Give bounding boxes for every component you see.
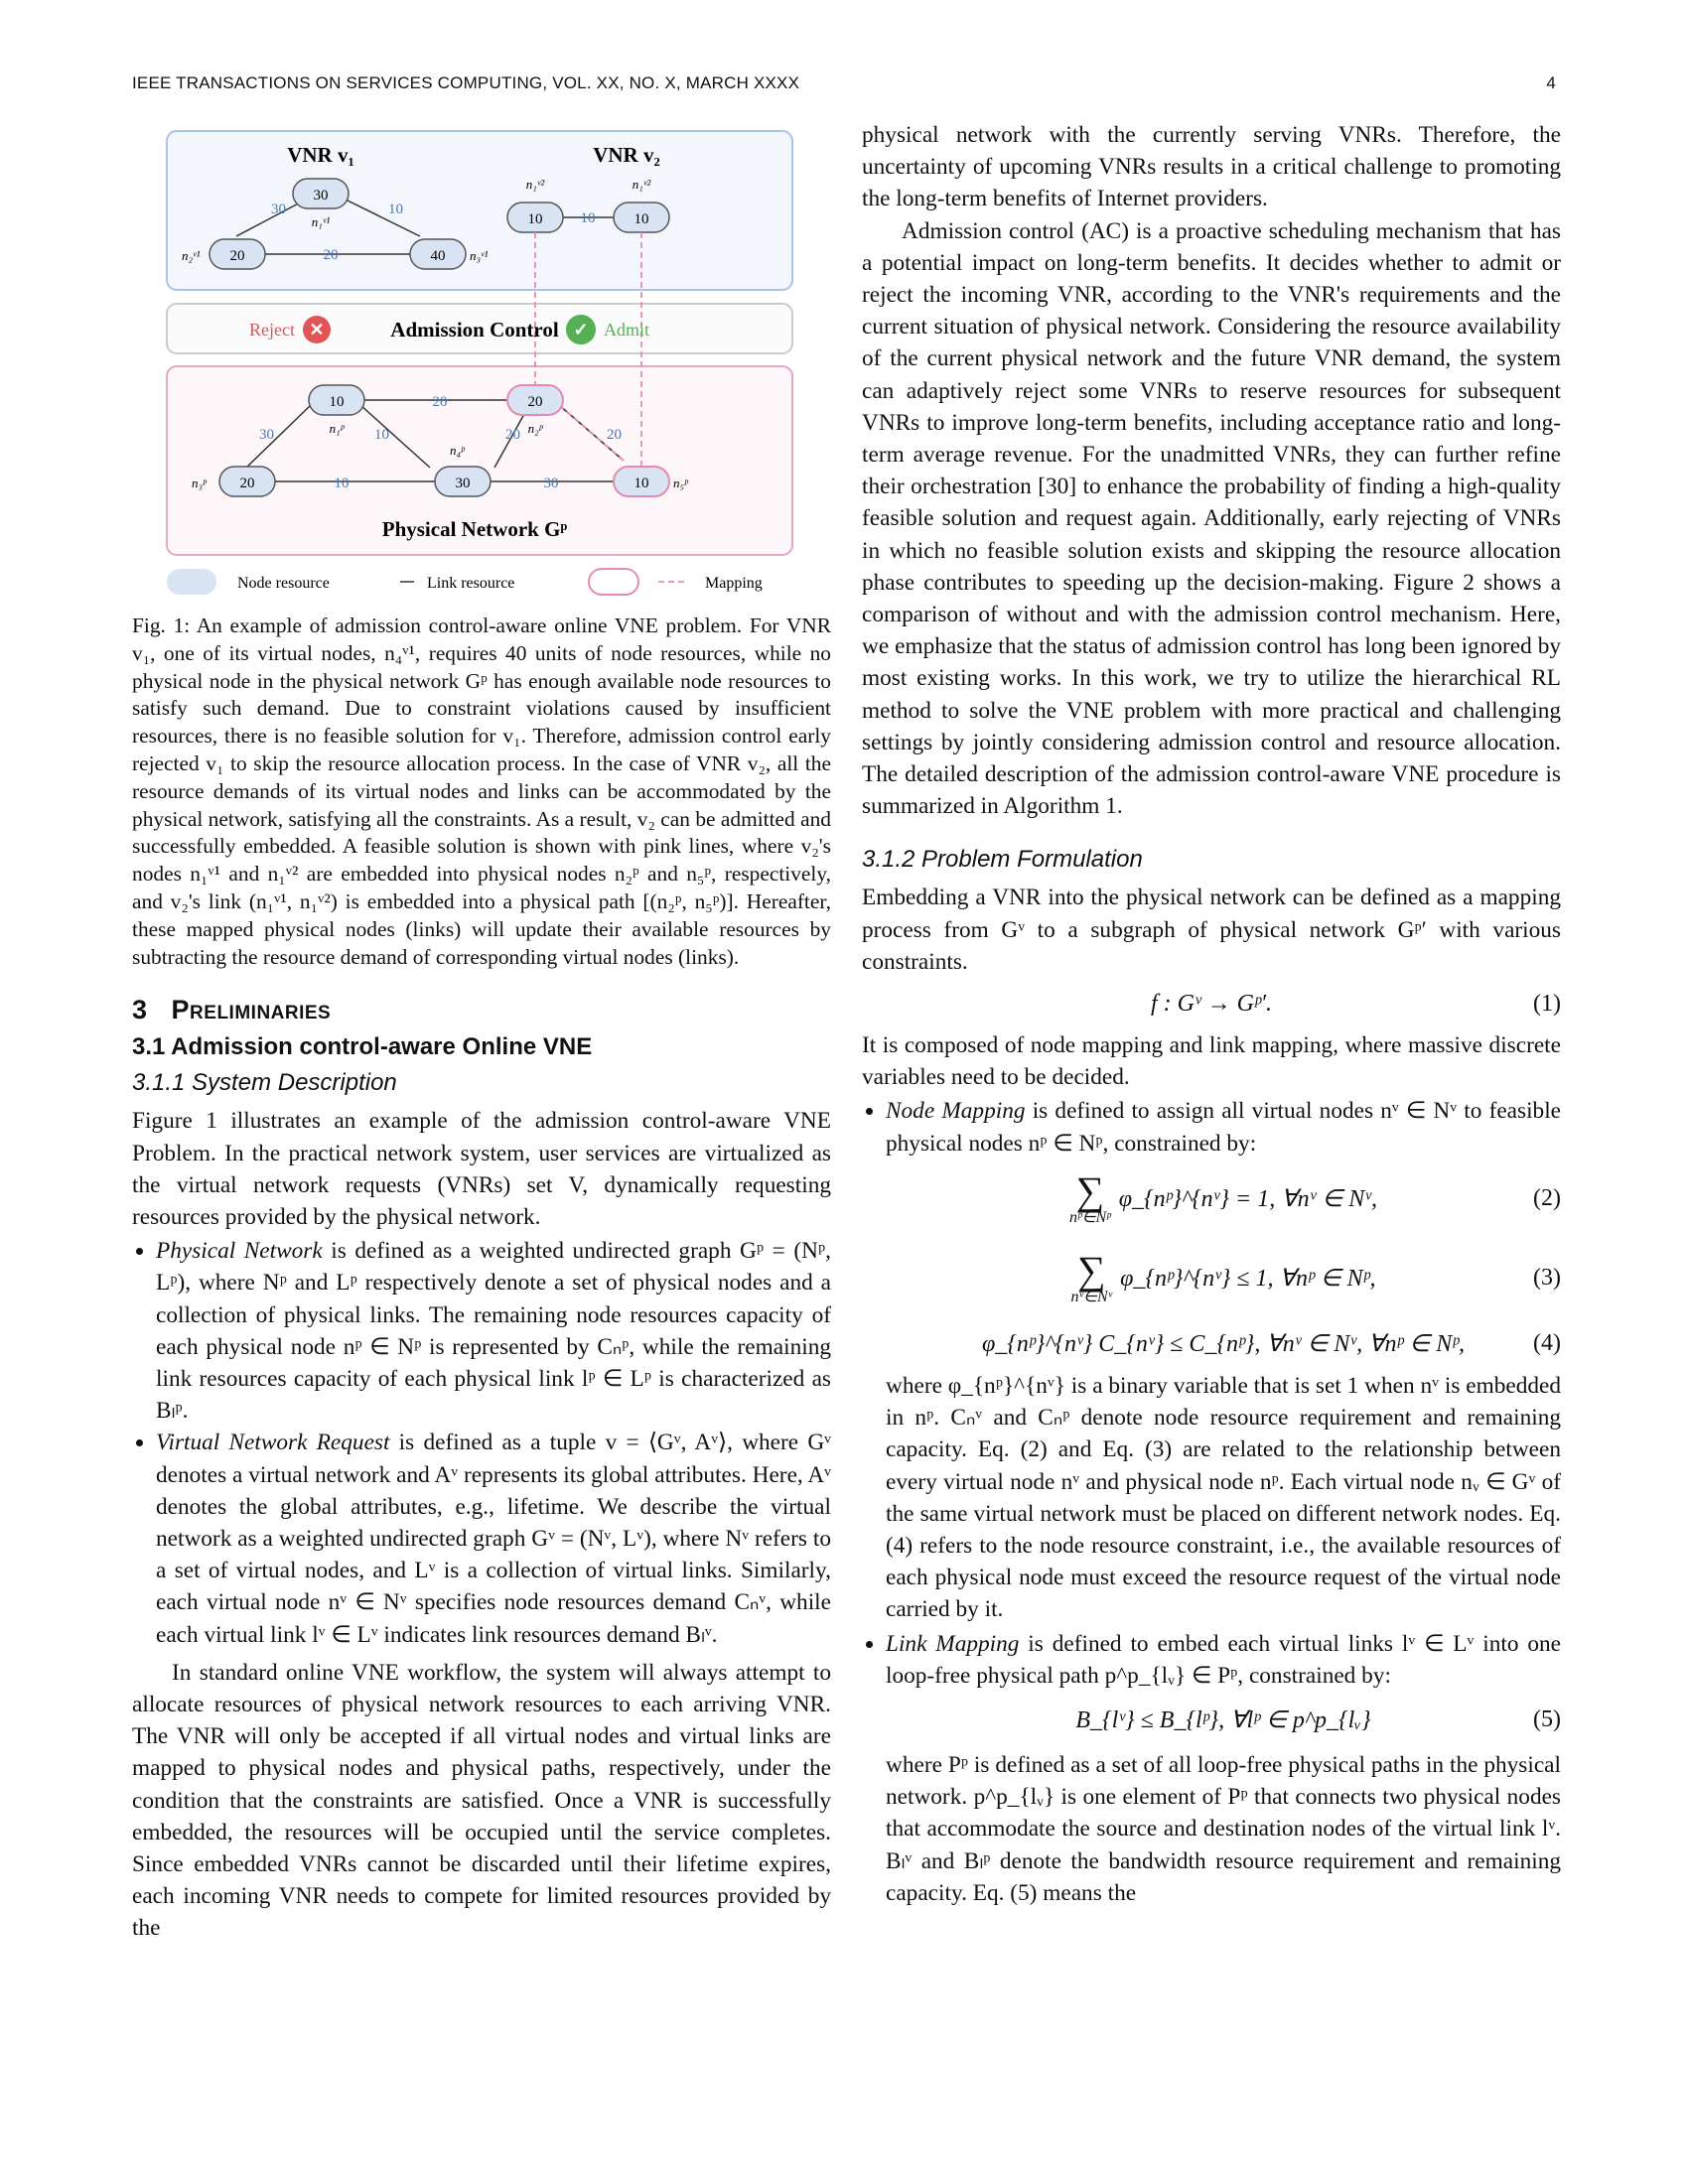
phys-node-1-label: n₁ᵖ — [329, 421, 345, 436]
equation-4-body: φ_{nᵖ}^{nᵛ} C_{nᵛ} ≤ C_{nᵖ}, ∀nᵛ ∈ Nᵛ, ∀nᵖ ∈ Nᵖ, — [981, 1331, 1466, 1358]
node-mapping-equations — [862, 1160, 1561, 1626]
equation-5 — [886, 1692, 1561, 1749]
equation-1-body: f : Gᵛ → Gᵖ′. — [1150, 990, 1273, 1017]
phys-link-label-n2-n5: 20 — [607, 427, 622, 443]
vnr1-node-1-label: n₁ᵛ¹ — [311, 214, 331, 229]
term-link-mapping: Link Mapping — [886, 1630, 1020, 1657]
paragraph-continued: physical network with the currently serving VNRs. Therefore, the uncertainty of upcoming VNRs results in a critical challenge to promoting the long-term benefits of Internet providers. — [862, 122, 1561, 212]
link-mapping-equations — [862, 1692, 1561, 1909]
legend-link-label: Link resource — [427, 575, 515, 592]
subsection-heading: 3.1 Admission control-aware Online VNE — [132, 1033, 593, 1061]
vnr-panel — [167, 131, 792, 290]
admit-label: Admit — [604, 320, 650, 340]
phys-node-2-value: 20 — [527, 394, 543, 410]
equation-1 — [862, 978, 1561, 1029]
equation-4-number: (4) — [1533, 1330, 1561, 1357]
vnr1-node-1-value: 30 — [313, 188, 329, 204]
phys-link-label-n1-n3: 30 — [259, 427, 274, 443]
admission-control-title: Admission Control — [390, 318, 559, 341]
phys-node-3-value: 20 — [239, 476, 255, 491]
vnr2-link-label: 10 — [580, 210, 596, 226]
equation-3-body: φ_{nᵖ}^{nᵛ} ≤ 1, ∀nᵖ ∈ Nᵖ, — [1120, 1266, 1376, 1293]
figure-1-diagram — [132, 125, 831, 607]
node-mapping-text: is defined to assign all virtual nodes nᵛ ∈ Nᵛ to feasible physical nodes nᵖ ∈ Nᵖ, constrained by: — [886, 1098, 1562, 1157]
right-column — [862, 119, 1561, 1909]
section-heading — [132, 995, 831, 1025]
link-mapping-item — [886, 1628, 1561, 1692]
section-number: 3 — [132, 995, 148, 1025]
paragraph-node-mapping-explanation: where φ_{nᵖ}^{nᵛ} is a binary variable that is set 1 when nᵛ is embedded in nᵖ. Cₙᵛ and Cₙᵖ denote node resource requirement and remaining capacity. Eq. (2) and Eq. (3) are related to the relationship between every virtual node nᵛ and physical node nᵖ. Each virtual node nᵥ ∈ Gᵛ of the same virtual network must be placed on different network nodes. Eq. (4) refers to the node resource constraint, i.e., the available resources of each physical node must exceed the resource request of the virtual node carried by it. — [886, 1372, 1561, 1623]
definition-physical-network-text: is defined as a weighted undirected graph Gᵖ = (Nᵖ, Lᵖ), where Nᵖ and Lᵖ respectively denote a set of physical nodes and a collection of physical links. The remaining node resources capacity of each physical node nᵖ ∈ Nᵖ is represented by Cₙᵖ, while the remaining link resources capacity of each physical link lᵖ ∈ Lᵖ is characterized as Bₗᵖ. — [156, 1238, 831, 1425]
figure-1 — [132, 125, 831, 607]
vnr1-node-3-label: n₃ᵛ¹ — [470, 248, 489, 263]
physical-network-title: Physical Network Gᵖ — [381, 517, 568, 541]
paragraph-link-mapping-explanation: where Pᵖ is defined as a set of all loop-free physical paths in the physical network. p^p_{lᵥ} is one element of Pᵖ that connects two physical nodes that accommodate the source and destination nodes of the virtual link lᵛ. Bₗᵛ and Bₗᵖ denote the bandwidth resource requirement and remaining capacity. Eq. (5) means the — [886, 1751, 1561, 1906]
definition-vnr-text: is defined as a tuple v = ⟨Gᵛ, Aᵛ⟩, where Gᵛ denotes a virtual network and Aᵛ represents its global attributes. Here, Aᵛ denotes the global attributes, e.g., lifetime. We describe the virtual network as a weighted undirected graph Gᵛ = (Nᵛ, Lᵛ), where Nᵛ refers to a set of virtual nodes, and Lᵛ is a collection of virtual links. Similarly, each virtual node nᵛ ∈ Nᵛ specifies node resources demand Cₙᵛ, while each virtual link lᵛ ∈ Lᵛ indicates link resources demand Bₗᵛ. — [156, 1430, 832, 1648]
page-number: 4 — [1546, 73, 1556, 92]
legend-mapped-node-swatch — [589, 569, 638, 595]
phys-node-2-label: n₂ᵖ — [527, 421, 543, 436]
term-physical-network: Physical Network — [156, 1238, 323, 1265]
vnr1-link-label-n1-n3: 10 — [388, 202, 403, 217]
reject-icon-glyph: ✕ — [309, 320, 325, 340]
equation-2 — [886, 1160, 1561, 1239]
running-header — [132, 73, 1556, 93]
equation-3 — [886, 1239, 1561, 1318]
vnr1-link-label-n2-n3: 20 — [323, 247, 339, 263]
phys-node-5-value: 10 — [633, 476, 649, 491]
paragraph-admission-control: Admission control (AC) is a proactive scheduling mechanism that has a potential impact on long-term benefits. It decides whether to admit or reject the incoming VNR, according to the VNR's requirements and the current situation of physical network. Considering the resource availability of the current physical network and the future VNR demand, the system can adaptively reject some VNRs to reserve resources for subsequent VNRs to improve long-term benefits, including acceptance ratio and long-term average revenue. For the unadmitted VNRs, they can further refine their orchestration [30] to enhance the probability of finding a high-quality feasible solution and request again. Additionally, early rejecting of VNRs in which no feasible solution exists and skipping the resource allocation phase contributes to speeding up the decision-making. Figure 2 shows a comparison of without and with the admission control mechanism. Here, we emphasize that the status of admission control has long been ignored by most existing works. In this work, we try to utilize the hierarchical RL method to solve the VNE problem with more practical and challenging settings by jointly considering admission control and resource allocation. The detailed description of the admission control-aware VNE procedure is summarized in Algorithm 1. — [862, 217, 1561, 820]
equation-3-subscript: nᵛ∈Nᵛ — [1070, 1288, 1113, 1305]
vnr1-node-2-label: n₂ᵛ¹ — [182, 248, 201, 263]
equation-4 — [886, 1318, 1561, 1370]
figure-caption: Fig. 1: An example of admission control-aware online VNE problem. For VNR v₁, one of its virtual nodes, n₄ᵛ¹, requires 40 units of node resources, while no physical node in the physical network Gᵖ has enough available node resources to satisfy such demand. Due to constraint violations caused by insufficient resources, there is no feasible solution for v₁. Therefore, admission control early rejected v₁ to skip the resource allocation process. In the case of VNR v₂, all the resource demands of its virtual nodes and links can be accommodated by the physical network, satisfying all the constraints. As a result, v₂ can be admitted and successfully embedded. A feasible solution is shown with pink lines, where v₂'s nodes n₁ᵛ¹ and n₁ᵛ² are embedded into physical nodes n₂ᵖ and n₅ᵖ, respectively, and v₂'s link (n₁ᵛ¹, n₁ᵛ²) is embedded into a physical path [(n₂ᵖ, n₅ᵖ)]. Hereafter, these mapped physical nodes (links) will update their available resources by subtracting the resource demand of corresponding virtual nodes (links). — [132, 614, 831, 969]
paragraph-system-description: Figure 1 illustrates an example of the admission control-aware VNE Problem. In the practical network system, user services are virtualized as the virtual network requests (VNRs) set V, dynamically requesting resources provided by the physical network. — [132, 1108, 831, 1230]
subsubsection-heading: 3.1.1 System Description — [132, 1069, 397, 1097]
mapping-list-link — [862, 1628, 1561, 1692]
equation-1-number: (1) — [1533, 990, 1561, 1017]
vnr2-title: VNR v₂ — [593, 143, 660, 167]
vnr1-node-2-value: 20 — [229, 248, 245, 264]
equation-5-body: B_{lᵛ} ≤ B_{lᵖ}, ∀lᵖ ∈ p^p_{lᵥ} — [1075, 1707, 1371, 1734]
phys-link-label-n1-n4: 10 — [374, 427, 389, 443]
phys-link-label-n4-n5: 30 — [543, 476, 559, 491]
legend-node-swatch — [167, 569, 216, 595]
vnr2-node-2-label: n₁ᵛ² — [632, 177, 651, 192]
link-mapping-text: is defined to embed each virtual links lᵛ ∈ Lᵛ into one loop-free physical path p^p_{lᵥ} ∈ Pᵖ, constrained by: — [886, 1630, 1561, 1689]
definition-virtual-network-request — [156, 1427, 831, 1650]
phys-node-4-value: 30 — [455, 476, 471, 491]
equation-2-subscript: nᵖ∈Nᵖ — [1069, 1208, 1111, 1226]
equation-3-number: (3) — [1533, 1265, 1561, 1292]
vnr1-link-label-n1-n2: 30 — [271, 202, 286, 217]
sum-operator: ∑ nᵛ∈Nᵛ — [1070, 1247, 1113, 1305]
node-mapping-item — [886, 1095, 1561, 1159]
term-node-mapping: Node Mapping — [886, 1098, 1026, 1125]
legend-node-label: Node resource — [237, 575, 330, 592]
definition-physical-network — [156, 1235, 831, 1427]
mapping-list-node — [862, 1095, 1561, 1159]
left-column — [132, 119, 831, 1945]
phys-link-label-n1-n2: 20 — [432, 394, 448, 410]
vnr1-title: VNR v₁ — [287, 143, 354, 167]
admit-icon-glyph: ✓ — [573, 320, 589, 340]
phys-link-label-n3-n4: 10 — [334, 476, 350, 491]
phys-node-5-label: n₅ᵖ — [673, 476, 688, 490]
subsubsection-problem-formulation: 3.1.2 Problem Formulation — [862, 846, 1143, 874]
equation-2-body: φ_{nᵖ}^{nᵛ} = 1, ∀nᵛ ∈ Nᵛ, — [1118, 1186, 1377, 1213]
legend-mapping-label: Mapping — [705, 575, 763, 592]
equation-5-number: (5) — [1533, 1706, 1561, 1733]
vnr2-node-1-value: 10 — [527, 211, 543, 227]
term-virtual-network-request: Virtual Network Request — [156, 1430, 390, 1456]
paragraph-composition: It is composed of node mapping and link mapping, where massive discrete variables need to be decided. — [862, 1032, 1561, 1091]
section-title: Preliminaries — [171, 995, 332, 1025]
definition-list — [132, 1235, 831, 1651]
equation-2-number: (2) — [1533, 1185, 1561, 1212]
vnr1-node-3-value: 40 — [430, 248, 446, 264]
reject-label: Reject — [249, 320, 295, 340]
vnr2-node-1-label: n₁ᵛ² — [525, 177, 545, 192]
phys-node-3-label: n₃ᵖ — [192, 476, 207, 490]
journal-title: IEEE TRANSACTIONS ON SERVICES COMPUTING, VOL. XX, NO. X, MARCH XXXX — [132, 73, 800, 92]
phys-link-label-n4-n2: 20 — [505, 427, 520, 443]
paragraph-embedding: Embedding a VNR into the physical network can be defined as a mapping process from Gᵛ to a subgraph of physical network Gᵖ′ with various constraints. — [862, 885, 1561, 975]
phys-node-1-value: 10 — [329, 394, 345, 410]
paragraph-online-workflow: In standard online VNE workflow, the system will always attempt to allocate resources of physical network resources to each arriving VNR. The VNR will only be accepted if all virtual nodes and virtual links are mapped to physical nodes and physical paths, respectively, under the condition that the constraints are satisfied. Once a VNR is successfully embedded, the resources will be occupied until the service completes. Since embedded VNRs cannot be discarded until their lifetime expires, each incoming VNR needs to compete for limited resources provided by the — [132, 1659, 831, 1942]
vnr2-node-2-value: 10 — [633, 211, 649, 227]
sum-operator: ∑ nᵖ∈Nᵖ — [1069, 1167, 1111, 1226]
phys-node-4-label: n₄ᵖ — [450, 443, 465, 458]
